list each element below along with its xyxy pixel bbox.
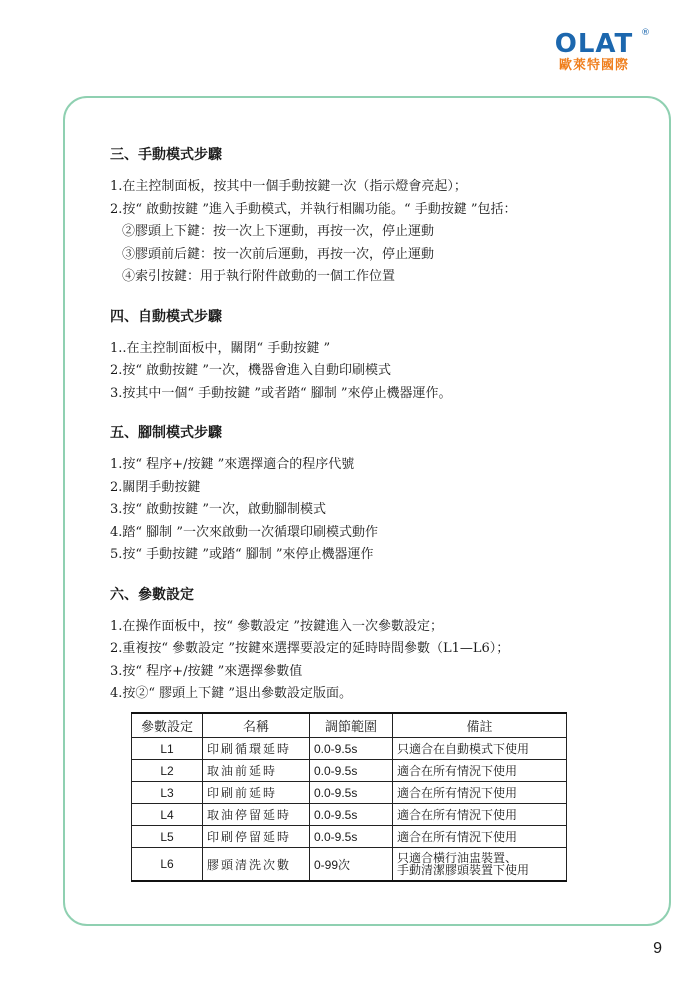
section [110,306,630,406]
table-row [132,738,567,760]
section-title: 五、腳制模式步驟 [110,425,222,441]
step-line: 4.按②“ 膠頭上下鍵 ”退出參數設定版面。 [110,686,352,701]
step-line: 3.按其中一個“ 手動按鍵 ”或者踏“ 腳制 ”來停止機器運作。 [110,385,452,401]
param-note-cell: 只適合橫行油盅裝置、 手動清潔膠頭裝置下使用 [393,848,567,882]
logo-wordmark: OLAT [554,29,634,59]
param-range-cell: 0.0-9.5s [310,804,393,826]
registered-mark: ® [641,28,650,38]
param-range-cell: 0.0-9.5s [310,782,393,804]
param-code-cell: L4 [132,804,203,826]
step-line: 2.按“ 啟動按鍵 ”一次，機器會進入自動印刷模式 [110,363,391,378]
param-name-cell: 印刷前延時 [203,782,310,804]
section-title: 四、自動模式步驟 [110,308,222,325]
table-row [132,826,567,848]
step-line: 5.按“ 手動按鍵 ”或踏“ 腳制 ”來停止機器運作 [110,547,374,562]
step-line: 1.在操作面板中，按“ 參數設定 ”按鍵進入一次參數設定； [110,618,443,634]
step-line: 2.重複按“ 參數設定 ”按鍵來選擇要設定的延時時間參數（L1—L6）； [110,641,510,656]
header-notes: 備註 [393,713,567,738]
header-name: 名稱 [203,713,310,738]
param-code-cell: L5 [132,826,203,848]
step-line: 1..在主控制面板中，關閉“ 手動按鍵 ” [110,340,331,356]
param-note-cell: 只適合在自動模式下使用 [393,738,567,760]
param-name-cell: 取油停留延時 [203,804,310,826]
step-line: 3.按“ 啟動按鍵 ”一次，啟動腳制模式 [110,502,326,517]
param-range-cell: 0.0-9.5s [310,760,393,782]
table-row [132,804,567,826]
param-range-cell: 0-99次 [310,848,393,882]
param-code-cell: L6 [132,848,203,882]
header-param-setting: 參數設定 [132,713,203,738]
param-note-cell: 適合在所有情況下使用 [393,760,567,782]
section [110,584,630,706]
manual-content [110,140,630,723]
param-range-cell: 0.0-9.5s [310,826,393,848]
param-range-cell: 0.0-9.5s [310,738,393,760]
step-line: 1.在主控制面板，按其中一個手動按鍵一次（指示燈會亮起）； [110,179,467,194]
param-name-cell: 印刷循環延時 [203,738,310,760]
parameter-table [131,712,567,882]
table-row [132,782,567,804]
section [110,422,630,567]
table-header-row [132,713,567,738]
section-title: 三、手動模式步驟 [110,147,222,163]
section-title: 六、參數設定 [110,586,194,603]
param-name-cell: 印刷停留延時 [203,826,310,848]
param-code-cell: L1 [132,738,203,760]
step-line: 3.按“ 程序+/按鍵 ”來選擇參數值 [110,663,303,679]
param-note-cell: 適合在所有情況下使用 [393,826,567,848]
param-note-cell: 適合在所有情況下使用 [393,804,567,826]
param-name-cell: 取油前延時 [203,760,310,782]
param-name-cell: 膠頭清洗次數 [203,848,310,882]
table-row [132,848,567,882]
company-logo [544,28,650,73]
param-code-cell: L3 [132,782,203,804]
table-row [132,760,567,782]
param-code-cell: L2 [132,760,203,782]
section [110,144,630,289]
param-note-cell: 適合在所有情況下使用 [393,782,567,804]
logo-chinese-name: 歐萊特國際 [558,58,629,73]
sub-step-line: ④索引按鍵：用于執行附件啟動的一個工作位置 [122,269,396,284]
sub-step-line: ②膠頭上下鍵：按一次上下運動，再按一次，停止運動 [122,224,435,239]
sub-step-line: ③膠頭前后鍵：按一次前后運動，再按一次，停止運動 [122,246,435,262]
header-range: 調節範圍 [310,713,393,738]
step-line: 2.關閉手動按鍵 [110,479,201,495]
page-number: 9 [653,940,662,957]
step-line: 4.踏“ 腳制 ”一次來啟動一次循環印刷模式動作 [110,524,378,540]
step-line: 1.按“ 程序+/按鍵 ”來選擇適合的程序代號 [110,457,355,472]
step-line: 2.按“ 啟動按鍵 ”進入手動模式，并執行相關功能。“ 手動按鍵 ”包括： [110,201,517,217]
